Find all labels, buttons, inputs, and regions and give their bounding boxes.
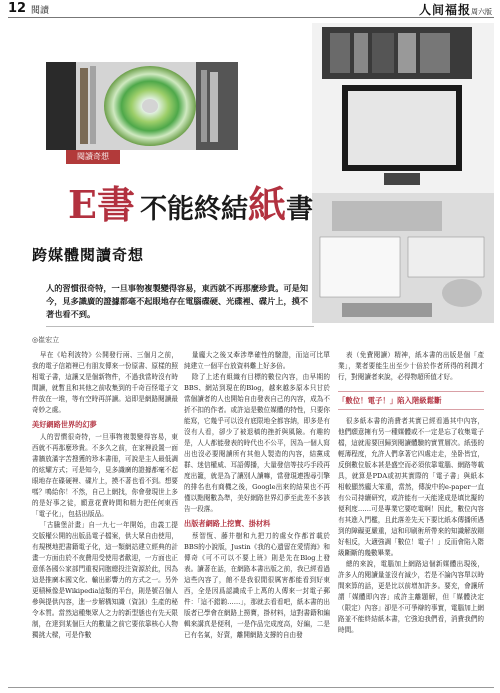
feature-tag: 閱讀奇想 (66, 150, 120, 164)
desk-photo (312, 23, 494, 323)
desk-photo-image (312, 23, 494, 323)
paragraph: 表（免費閱讀）精神，紙本書的出版是個「產業」，業者要能生出至少十倍於作者所得的利潤才行，對閱讀者來說，必得物超所值才好。 (338, 351, 484, 381)
pull-heading: 「數位！電子！」陷入階級鬆斷 (338, 391, 484, 410)
column-3 (338, 350, 484, 636)
lede-rule (46, 326, 314, 327)
paragraph: 蔡智恆、藤井樹和九把刀的處女作都首載於BBS的小說版，Justin《我的心遺留在愛情海》和傳奇《可不可以不要上班》則是先在Blog上發表。讀著在話，在網路本書出版之前，我已經看過這些內容了，館不是我很閒很厲害都能看到好東西，全是因爲認識成千上萬的人傳來一封電子郵件：「這不錯喲……」，那就去看看吧，紙本書的出版者已學會在網路上撈寶，掛材料，這對書籍和編輯來講真是便利，一是作品完成度高，好編，二是已有名氣，好賣，離開網路支撐的自由發 (184, 532, 330, 639)
masthead-edition: 周六版 (471, 8, 492, 16)
header-rule (8, 17, 494, 18)
subtitle: 跨媒體閱讀奇想 (32, 246, 145, 264)
masthead (419, 1, 492, 18)
column-1 (32, 350, 178, 641)
headline-part4: 書 (286, 194, 314, 225)
paragraph: 很多紙本書的消費者其實已經看過其中內容，他們願意擁有另一種媒體或不一定是忘了收集電子檔，這就需要回歸到閱讀體驗的實質層次。紙張的輕薄程度，允許人們拿著它四處走走，坐卧皆宜，反倒數位版本甚是盛空而必須依靠電腦、網路等載具，就算是PDA或初其實際的「電子書」與紙本相較顯然龐大笨重，當然，傳說中的e-paper一直有公司持續研究，或許能有一天能達成是填比擬的便利度……可是專業它要吃電啊！因此，數位內容有其進入門檻，且此落差先天下要比紙本傳播所遇到的障礙更嚴重，這和印刷術所帶來的知識解放剛好相反，大適強調「數位！電子！」反而會陷入階級斷斷的幾數畢業。 (338, 417, 484, 557)
paragraph: 人的習慣很奇特，一旦事物複製變得容易，東西就不再那麼珍貴。不多久之前，在家裡設置一面書牆放滿字苦搜獲的珍本書冊，可說是主人最低調的炫耀方式；可是知今，見多識廣的證據都毫不起眼地存在碟硬裡、碟片上，摸不著也看不到。想要嗎？鳴給你！不然，自己上網找，你會發現世上多的是好事之徒，願意花費時間和精力把任何東西「電子化」，包括出版品。 (32, 433, 178, 518)
headline-part1: E書 (68, 182, 135, 227)
paragraph: 除了上述有組織有目標的數位內容，由早期的BBS、網站到現在的Blog，越來越多原本只甘於當個讀者的人也開始自由發表自己的內容，成為不折不扣的作者。或許這是數位媒體的特性，只要你能寫，它幾乎可以沒有底限地全都容納，即多是有沒有人看，卻少了被退稿的挫折與風險。有趣的是，人人都能發表的時代也不公平，因為一個人寫出也沒必要閱讀所有其他人製造的內容，結黨成群、迷信權威、耳語傳播，大量發信等技巧手段再度出籠，就是為了讓別人讀嘛，當發現連搜尋引擎的排名也有商機之後，Google出來的結果也不再僅以點閱數為準，美好網路世界幻夢至此差不多該告一段落。 (184, 373, 330, 513)
section-label: 閱讀 (31, 6, 50, 16)
byline: ◎崔宏立 (32, 336, 60, 344)
section-subhead: 美好網路世界的幻夢 (32, 420, 97, 429)
section-subhead: 出版者網路上挖寶、掛材料 (184, 519, 271, 528)
masthead-title: 人间福报 (418, 3, 471, 17)
paragraph: 量龐大之後又牽涉準確性的驗證，而這可比單純建立一個平台放資料難上好多倍。 (184, 351, 330, 370)
cd-photo (46, 62, 238, 150)
lede: 人的習慣很奇特，一旦事物複製變得容易，東西就不再那麼珍貴。可是知今，見多識廣的證據都毫不起眼地存在電腦碟硬、光碟裡、碟片上，摸不著也看不到。 (46, 283, 309, 319)
footer-rule (8, 687, 494, 688)
paragraph: 「古騰堡計畫」自一九七一年開始，由義工提交版權公開的出版品電子檔案，供大眾自由使用，有規模地把書籍電子化，這一類網站建立經典的計畫一方面由於不夜費用受使用者歡迎，一方面也正意係各國公家部門重視同胞總投注資源於此，因為這是推廣本國文化、輸出影響力的方式之一。另外更積極像是Wikipedia這類的平台，則是號召個人參與提供內容，進一步解構知識（資訊）生產的秘令本質。當然這種集眾人之力的新型態也有先天限制，在達到某個巨大的數量之前它要依靠核心人物獨挑大樑，可是作數 (32, 521, 178, 639)
paragraph: 早在《哈利波特》公開發行兩、三個月之前，我的電子信箱裡已有朋友傳來一份原書、原樣的照相電子書，這讓又是個新物件，不過我當時沒有時間讀，就暫且和其他之前收集到的千奇百怪電子文件放在一堆，等有空時再詳讀。這即是網路閱讀最奇妙之處。 (32, 351, 178, 414)
paragraph: 總的來說，電腦加上網路這個新媒體出現後，許多人的閱讀量並沒有減少，若是不論內容單以時間來算的話，更是比以前增加許多。要充，會讓所謂「媒體即內容」成許主離題解，但「媒體決定（限定）內容」卻是不可爭辯的事實，電腦加上網路並不能終結紙本書，它強迫我們看，消費我們的時間。 (338, 560, 484, 634)
headline (68, 174, 313, 229)
column-2 (184, 350, 330, 641)
headline-part2: 不能終結 (140, 194, 249, 225)
page-number: 12 (8, 1, 27, 16)
headline-part3: 紙 (248, 182, 287, 227)
cd-photo-image (46, 62, 238, 150)
